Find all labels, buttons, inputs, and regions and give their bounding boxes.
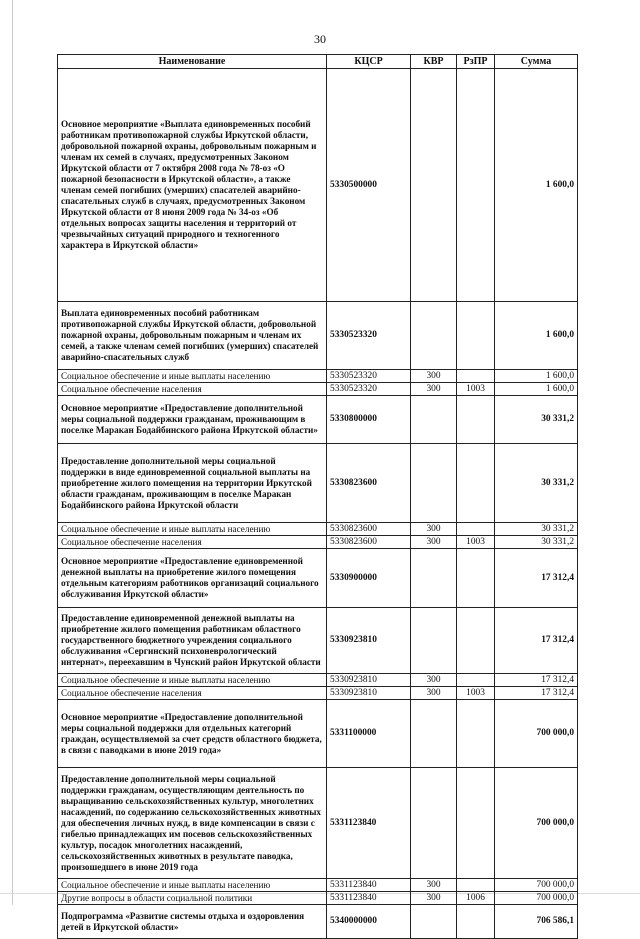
row-rzpr-cell [457, 608, 495, 674]
row-rzpr-cell [457, 302, 495, 370]
row-rzpr-cell [457, 549, 495, 608]
row-rzpr-cell [457, 879, 495, 892]
table-row [58, 370, 578, 383]
row-kvr-cell [411, 69, 457, 302]
row-kcsr-cell: 5331100000 [327, 700, 411, 768]
row-name-cell: Предоставление дополнительной меры социальной поддержки гражданам, осуществляющим деятельность по выращиванию сельскохозяйственных культур, многолетних насаждений, по содержанию сельскохозяйственных животных для обеспечения личных нужд, в виде компенсации в связи с гибелью принадлежащих им посевов сельскохозяйственных культур, посадок многолетних насаждений, сельскохозяйственных животных в результате паводка, произошедшего в июне 2019 года [58, 768, 327, 879]
table-row [58, 523, 578, 536]
table-row [58, 383, 578, 396]
row-sum-cell: 700 000,0 [495, 700, 578, 768]
row-kcsr-cell: 5330500000 [327, 69, 411, 302]
row-kcsr-cell: 5330823600 [327, 536, 411, 549]
row-kvr-cell [411, 905, 457, 939]
row-rzpr-cell [457, 905, 495, 939]
row-name-cell: Предоставление единовременной денежной выплаты на приобретение жилого помещения работникам областного государственного бюджетного учреждения социального обслуживания «Сергинский психоневрологический интернат», переехавшим в Чунский район Иркутской области [58, 608, 327, 674]
row-kcsr-cell: 5330523320 [327, 383, 411, 396]
row-kvr-cell: 300 [411, 879, 457, 892]
table-row [58, 700, 578, 768]
row-kvr-cell: 300 [411, 674, 457, 687]
row-sum-cell: 17 312,4 [495, 608, 578, 674]
row-kcsr-cell: 5330923810 [327, 687, 411, 700]
row-rzpr-cell [457, 370, 495, 383]
row-rzpr-cell: 1003 [457, 687, 495, 700]
row-kvr-cell [411, 700, 457, 768]
row-sum-cell: 700 000,0 [495, 768, 578, 879]
row-kvr-cell [411, 396, 457, 444]
header-kvr: КВР [411, 55, 457, 69]
row-rzpr-cell [457, 444, 495, 523]
row-rzpr-cell: 1003 [457, 383, 495, 396]
row-name-cell: Социальное обеспечение населения [58, 536, 327, 549]
row-sum-cell: 30 331,2 [495, 523, 578, 536]
row-kcsr-cell: 5330923810 [327, 674, 411, 687]
table-body [58, 69, 578, 939]
table-row [58, 608, 578, 674]
row-sum-cell: 30 331,2 [495, 536, 578, 549]
row-kvr-cell [411, 549, 457, 608]
row-rzpr-cell [457, 523, 495, 536]
row-name-cell: Социальное обеспечение и иные выплаты населению [58, 370, 327, 383]
table-row [58, 892, 578, 905]
header-sum: Сумма [495, 55, 578, 69]
table-row [58, 536, 578, 549]
table-row [58, 549, 578, 608]
row-sum-cell: 17 312,4 [495, 549, 578, 608]
row-name-cell: Социальное обеспечение населения [58, 687, 327, 700]
row-sum-cell: 1 600,0 [495, 370, 578, 383]
table-header-row [58, 55, 578, 69]
row-name-cell: Основное мероприятие «Предоставление дополнительной меры социальной поддержки для отдельных категорий граждан, осуществляемой за счет средств областного бюджета, в связи с паводками в июне 2019 года» [58, 700, 327, 768]
table-row [58, 396, 578, 444]
row-name-cell: Другие вопросы в области социальной политики [58, 892, 327, 905]
row-rzpr-cell: 1003 [457, 536, 495, 549]
row-sum-cell: 1 600,0 [495, 383, 578, 396]
row-kvr-cell: 300 [411, 383, 457, 396]
row-kcsr-cell: 5331123840 [327, 768, 411, 879]
row-rzpr-cell [457, 674, 495, 687]
row-kvr-cell: 300 [411, 687, 457, 700]
row-kvr-cell: 300 [411, 523, 457, 536]
row-kcsr-cell: 5330923810 [327, 608, 411, 674]
row-kcsr-cell: 5331123840 [327, 892, 411, 905]
header-rzpr: РзПР [457, 55, 495, 69]
table-row [58, 768, 578, 879]
row-kcsr-cell: 5340000000 [327, 905, 411, 939]
table-row [58, 444, 578, 523]
scan-margin-line [12, 0, 13, 905]
row-kcsr-cell: 5330523320 [327, 302, 411, 370]
row-rzpr-cell [457, 768, 495, 879]
row-kvr-cell: 300 [411, 536, 457, 549]
row-name-cell: Основное мероприятие «Предоставление единовременной денежной выплаты на приобретение жилого помещения отдельным категориям работников организаций социального обслуживания Иркутской области» [58, 549, 327, 608]
row-kcsr-cell: 5330823600 [327, 523, 411, 536]
row-sum-cell: 700 000,0 [495, 892, 578, 905]
table-row [58, 302, 578, 370]
row-kcsr-cell: 5330900000 [327, 549, 411, 608]
row-name-cell: Основное мероприятие «Выплата единовременных пособий работникам противопожарной службы Иркутской области, добровольной пожарной охраны, добровольным пожарным и членам их семей в случаях, предусмотренных Законом Иркутской области от 7 октября 2008 года № 78-оз «О пожарной безопасности в Иркутской области», а также членам семей погибших (умерших) спасателей аварийно-спасательных служб в случаях, предусмотренных Законом Иркутской области от 8 июня 2009 года № 34-оз «Об отдельных вопросах защиты населения и территорий от чрезвычайных ситуаций природного и техногенного характера в Иркутской области» [58, 69, 327, 302]
row-sum-cell: 700 000,0 [495, 879, 578, 892]
table-row [58, 69, 578, 302]
row-sum-cell: 1 600,0 [495, 302, 578, 370]
row-name-cell: Социальное обеспечение и иные выплаты населению [58, 674, 327, 687]
row-rzpr-cell: 1006 [457, 892, 495, 905]
row-kcsr-cell: 5331123840 [327, 879, 411, 892]
row-sum-cell: 30 331,2 [495, 396, 578, 444]
table-row [58, 687, 578, 700]
row-kvr-cell [411, 444, 457, 523]
row-name-cell: Социальное обеспечение и иные выплаты населению [58, 879, 327, 892]
budget-table [57, 54, 578, 939]
row-name-cell: Социальное обеспечение населения [58, 383, 327, 396]
row-kcsr-cell: 5330800000 [327, 396, 411, 444]
row-name-cell: Подпрограмма «Развитие системы отдыха и оздоровления детей в Иркутской области» [58, 905, 327, 939]
row-kvr-cell: 300 [411, 370, 457, 383]
table-row [58, 879, 578, 892]
row-kvr-cell [411, 302, 457, 370]
row-rzpr-cell [457, 396, 495, 444]
row-name-cell: Предоставление дополнительной меры социальной поддержки в виде единовременной социальной выплаты на приобретение жилого помещения на территории Иркутской области гражданам, проживающим в поселке Маракан Бодайбинского района Иркутской области [58, 444, 327, 523]
row-name-cell: Выплата единовременных пособий работникам противопожарной службы Иркутской области, добровольной пожарной охраны, добровольным пожарным и членам их семей, а также членам семей погибших (умерших) спасателей аварийно-спасательных служб [58, 302, 327, 370]
table-row [58, 674, 578, 687]
table-row [58, 905, 578, 939]
row-sum-cell: 1 600,0 [495, 69, 578, 302]
row-rzpr-cell [457, 69, 495, 302]
row-kvr-cell: 300 [411, 892, 457, 905]
header-name: Наименование [58, 55, 327, 69]
header-kcsr: КЦСР [327, 55, 411, 69]
row-kvr-cell [411, 768, 457, 879]
row-kvr-cell [411, 608, 457, 674]
row-sum-cell: 17 312,4 [495, 687, 578, 700]
row-rzpr-cell [457, 700, 495, 768]
row-kcsr-cell: 5330523320 [327, 370, 411, 383]
row-kcsr-cell: 5330823600 [327, 444, 411, 523]
row-name-cell: Социальное обеспечение и иные выплаты населению [58, 523, 327, 536]
row-sum-cell: 30 331,2 [495, 444, 578, 523]
page-number: 30 [314, 32, 326, 46]
row-sum-cell: 17 312,4 [495, 674, 578, 687]
row-name-cell: Основное мероприятие «Предоставление дополнительной меры социальной поддержки гражданам, проживающим в поселке Маракан Бодайбинского района Иркутской области» [58, 396, 327, 444]
row-sum-cell: 706 586,1 [495, 905, 578, 939]
